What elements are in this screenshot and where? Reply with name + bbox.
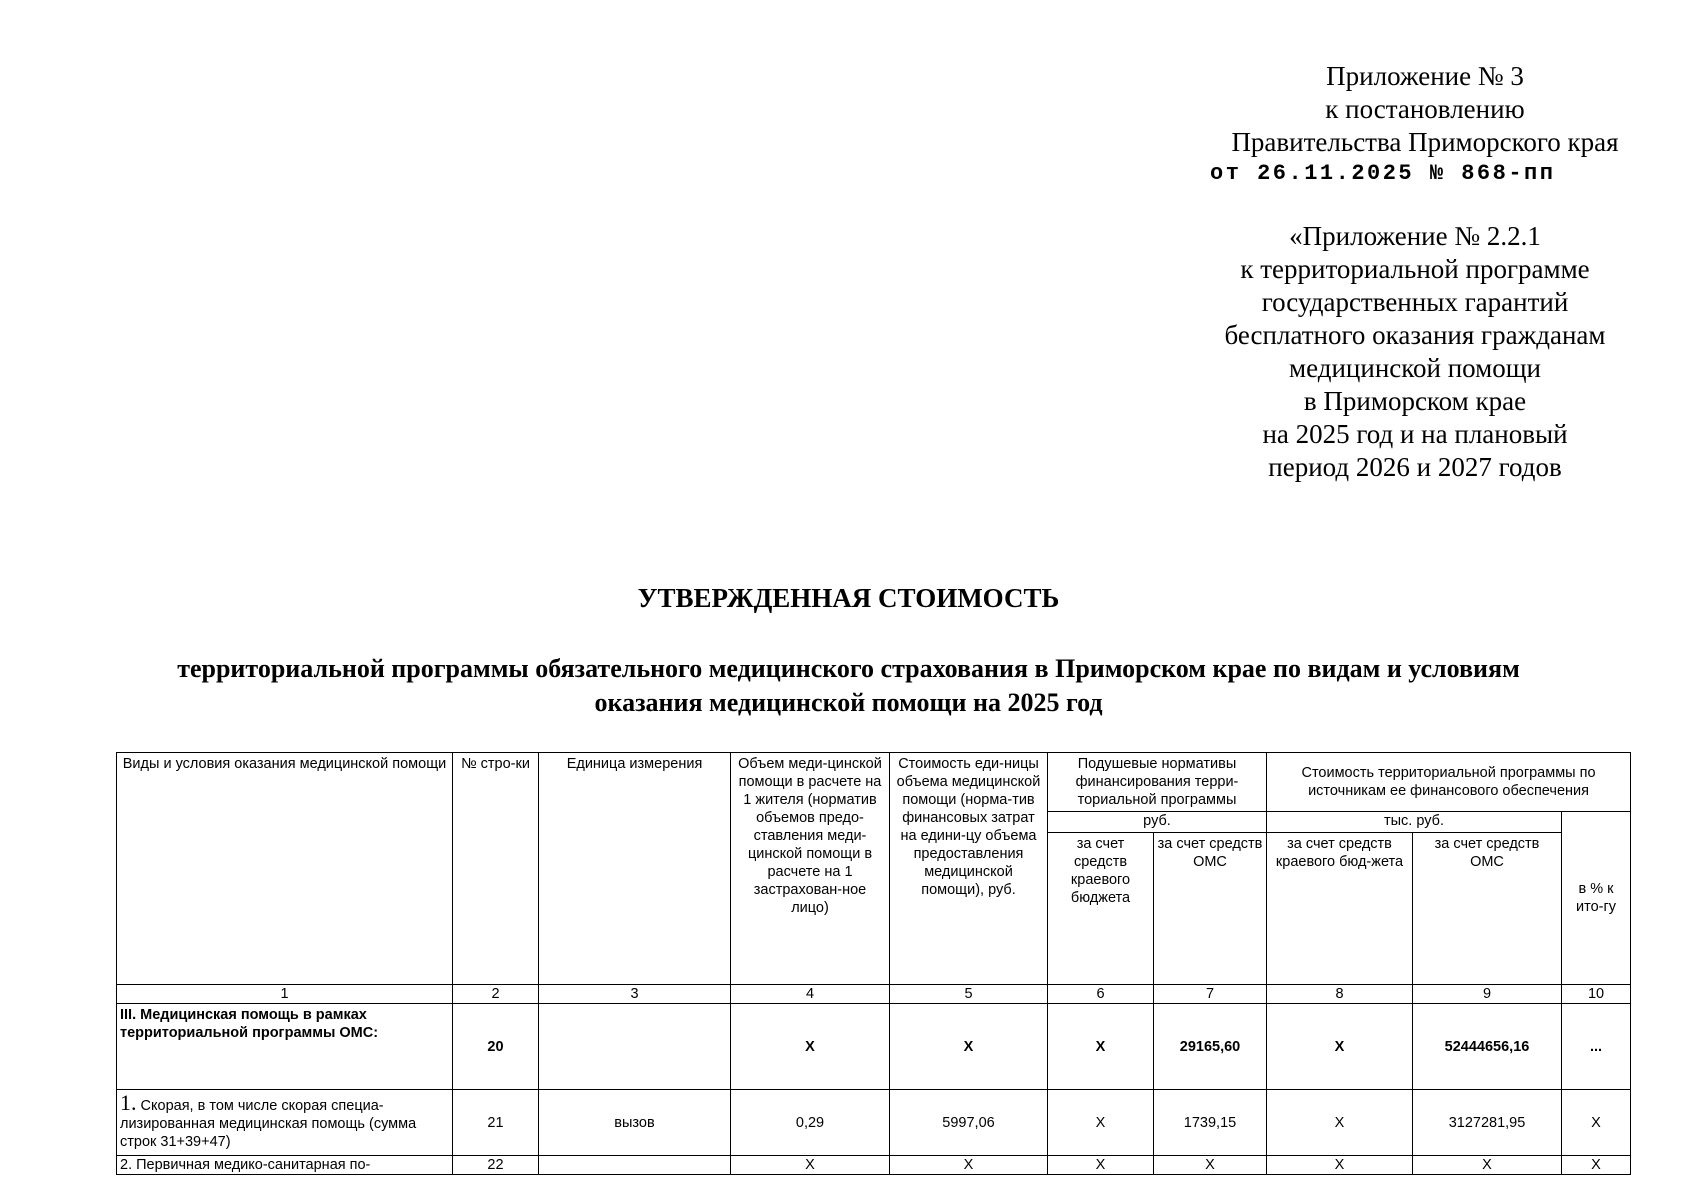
column-number: 6 — [1048, 985, 1154, 1004]
row-number: 20 — [453, 1004, 539, 1090]
row-unit-cost: Х — [890, 1156, 1048, 1175]
annex-2-2-1-line4: бесплатного оказания гражданам — [1224, 320, 1606, 350]
header-cost-group: Стоимость территориальной программы по источникам ее финансового обеспечения — [1267, 753, 1631, 812]
row-volume: Х — [731, 1156, 890, 1175]
column-number: 4 — [731, 985, 890, 1004]
table-row — [117, 1156, 1631, 1175]
annex-2-2-1-heading — [1170, 220, 1660, 484]
subtitle-line2: оказания медицинской помощи на 2025 год — [594, 688, 1103, 717]
row-unit-cost: Х — [890, 1004, 1048, 1090]
table-row — [117, 1090, 1631, 1156]
row-unit: вызов — [539, 1090, 731, 1156]
row-volume: 0,29 — [731, 1090, 890, 1156]
annex-2-2-1-line7: на 2025 год и на плановый — [1262, 419, 1568, 449]
annex-2-2-1-line2: к территориальной программе — [1240, 254, 1590, 284]
header-percent: в % к ито-гу — [1562, 812, 1631, 985]
row-number: 22 — [453, 1156, 539, 1175]
column-numbers-row — [117, 985, 1631, 1004]
annex-3-line1: Приложение № 3 — [1326, 61, 1524, 91]
row-cost-oms: Х — [1413, 1156, 1562, 1175]
document-title: УТВЕРЖДЕННАЯ СТОИМОСТЬ — [637, 583, 1060, 613]
header-row-no: № стро-ки — [453, 753, 539, 985]
header-volume: Объем меди-цинской помощи в расчете на 1 жителя (норматив объемов предо-ставления меди-цинской помощи в расчете на 1 застрахован-ное лицо) — [731, 753, 890, 985]
annex-3-heading — [1190, 60, 1660, 159]
row-name: III. Медицинская помощь в рамках территориальной программы ОМС: — [117, 1004, 453, 1090]
annex-2-2-1-line5: медицинской помощи — [1289, 353, 1541, 383]
header-per-capita-unit: руб. — [1048, 812, 1267, 833]
row-cost-budget: Х — [1267, 1090, 1413, 1156]
header-unit-cost: Стоимость еди-ницы объема медицинской помощи (норма-тив финансовых затрат на едини-цу объема предоставления медицинской помощи), руб. — [890, 753, 1048, 985]
row-unit — [539, 1004, 731, 1090]
column-number: 9 — [1413, 985, 1562, 1004]
table-row — [117, 1004, 1631, 1090]
column-number: 10 — [1562, 985, 1631, 1004]
decree-number: от 26.11.2025 № 868-пп — [1210, 161, 1556, 186]
row-unit — [539, 1156, 731, 1175]
row-pc-budget: Х — [1048, 1090, 1154, 1156]
column-number: 8 — [1267, 985, 1413, 1004]
subtitle-line1: территориальной программы обязательного медицинского страхования в Приморском крае по видам и условиям — [177, 654, 1520, 683]
row-number: 21 — [453, 1090, 539, 1156]
row-cost-oms: 3127281,95 — [1413, 1090, 1562, 1156]
column-number: 5 — [890, 985, 1048, 1004]
row-cost-budget: Х — [1267, 1004, 1413, 1090]
column-number: 1 — [117, 985, 453, 1004]
row-name-lead: 1. — [120, 1090, 137, 1115]
annex-3-line2: к постановлению — [1325, 94, 1525, 124]
header-cost-budget: за счет средств краевого бюд-жета — [1267, 833, 1413, 985]
header-per-capita-group: Подушевые нормативы финансирования терри-ториальной программы — [1048, 753, 1267, 812]
document-subtitle — [0, 652, 1697, 720]
row-name — [117, 1090, 453, 1156]
header-pc-oms: за счет средств ОМС — [1154, 833, 1267, 985]
header-pc-budget: за счет средств краевого бюджета — [1048, 833, 1154, 985]
annex-2-2-1-line3: государственных гарантий — [1261, 287, 1569, 317]
column-number: 7 — [1154, 985, 1267, 1004]
header-unit: Единица измерения — [539, 753, 731, 985]
row-pc-oms: 1739,15 — [1154, 1090, 1267, 1156]
annex-2-2-1-line6: в Приморском крае — [1303, 386, 1527, 416]
header-row-1 — [117, 753, 1631, 812]
column-number: 2 — [453, 985, 539, 1004]
row-name-text: Скорая, в том числе скорая специа-лизированная медицинская помощь (сумма строк 31+39+47) — [120, 1098, 417, 1150]
header-kind: Виды и условия оказания медицинской помощи — [117, 753, 453, 985]
row-percent: Х — [1562, 1090, 1631, 1156]
annex-3-line3: Правительства Приморского края — [1231, 127, 1619, 157]
annex-2-2-1-line8: период 2026 и 2027 годов — [1268, 452, 1562, 482]
row-name: 2. Первичная медико-санитарная по- — [117, 1156, 453, 1175]
row-pc-oms: 29165,60 — [1154, 1004, 1267, 1090]
header-cost-oms: за счет средств ОМС — [1413, 833, 1562, 985]
row-cost-budget: Х — [1267, 1156, 1413, 1175]
row-pc-oms: Х — [1154, 1156, 1267, 1175]
cost-table — [116, 752, 1631, 1175]
row-volume: Х — [731, 1004, 890, 1090]
row-unit-cost: 5997,06 — [890, 1090, 1048, 1156]
row-pc-budget: Х — [1048, 1156, 1154, 1175]
column-number: 3 — [539, 985, 731, 1004]
row-cost-oms: 52444656,16 — [1413, 1004, 1562, 1090]
row-percent: ... — [1562, 1004, 1631, 1090]
row-percent: Х — [1562, 1156, 1631, 1175]
header-cost-unit: тыс. руб. — [1267, 812, 1562, 833]
annex-2-2-1-line1: «Приложение № 2.2.1 — [1289, 221, 1541, 251]
row-pc-budget: Х — [1048, 1004, 1154, 1090]
